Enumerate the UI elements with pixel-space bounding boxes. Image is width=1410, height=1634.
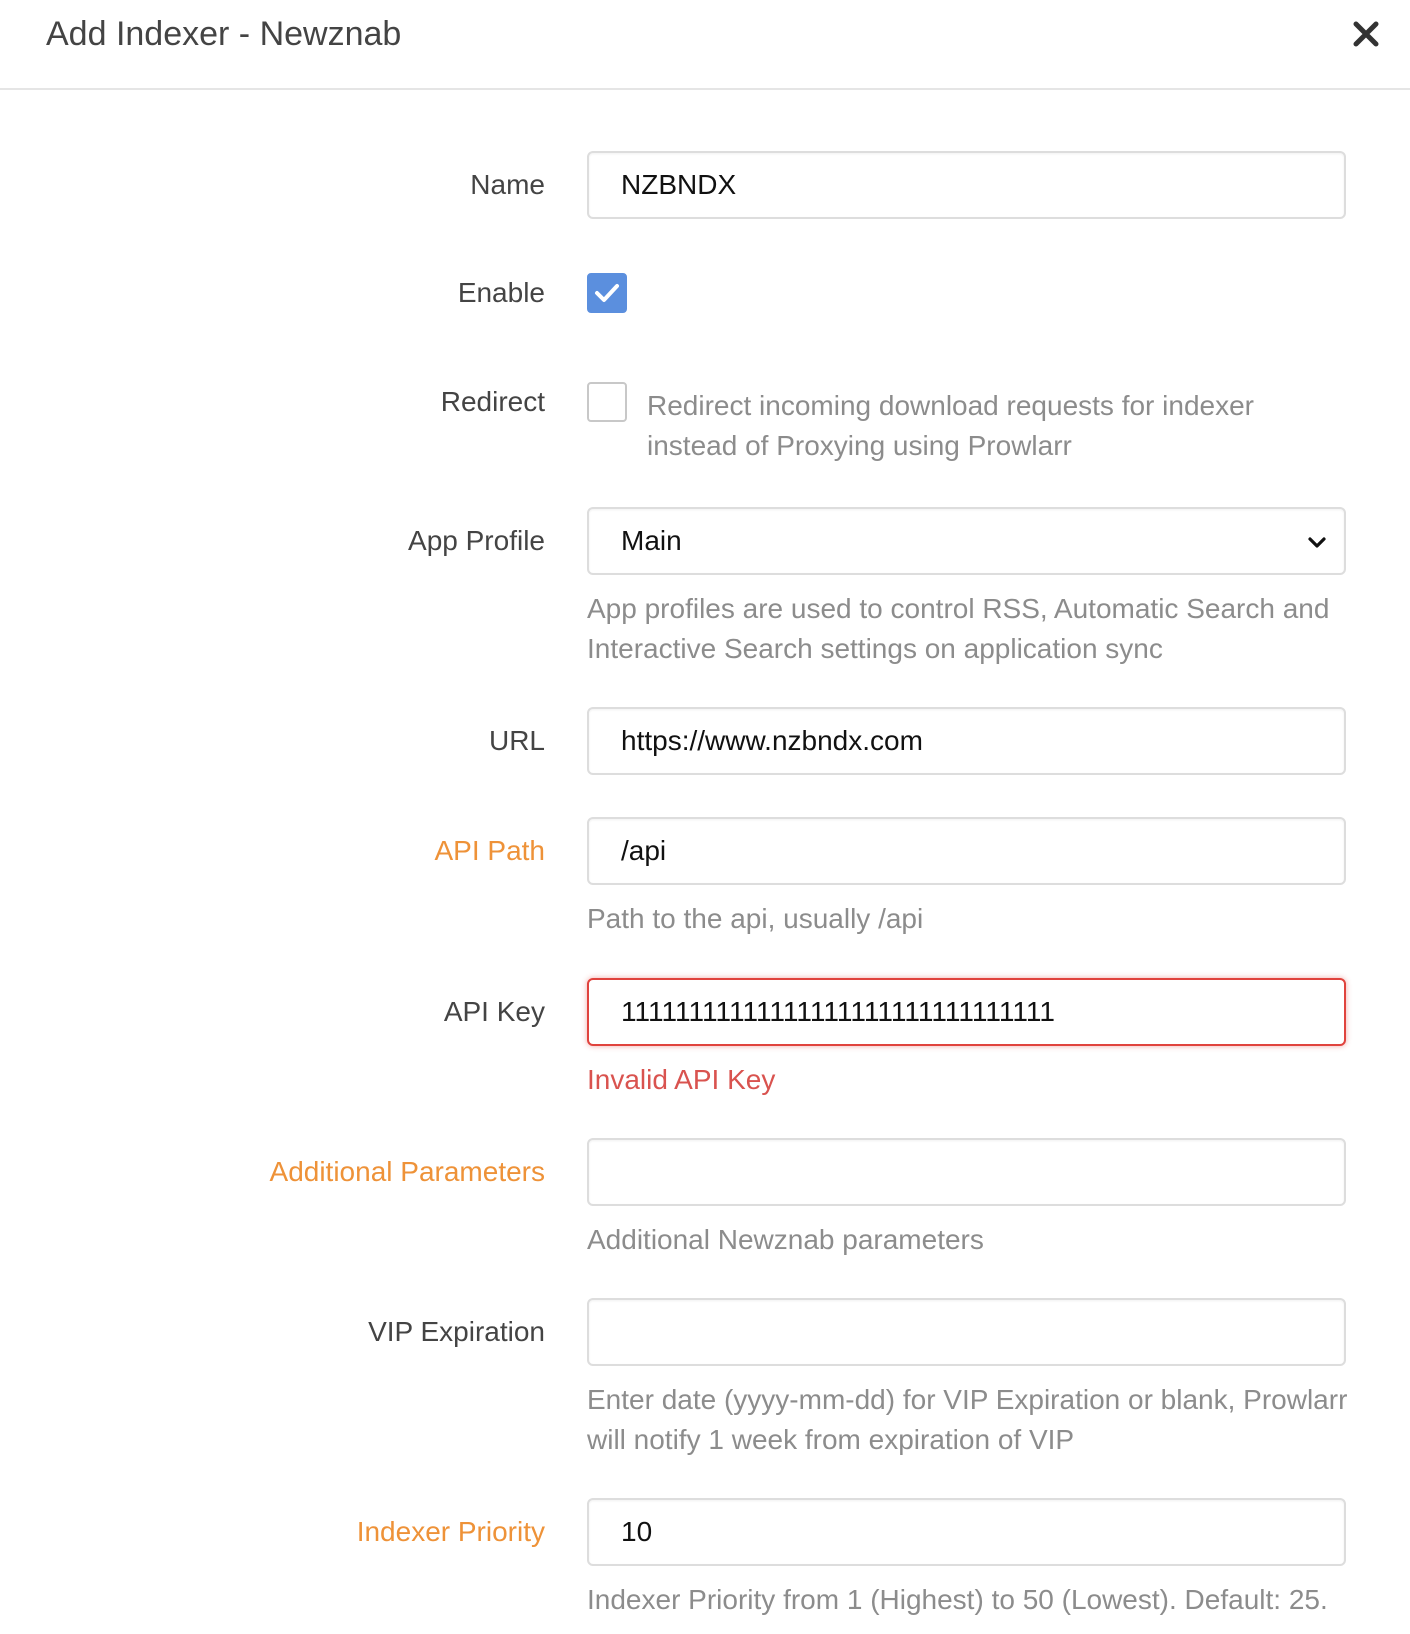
app-profile-label: App Profile	[408, 525, 545, 556]
modal-title: Add Indexer - Newznab	[46, 15, 402, 53]
app-profile-selected-value: Main	[621, 525, 682, 556]
redirect-checkbox[interactable]	[587, 382, 627, 422]
url-input[interactable]	[587, 707, 1346, 775]
close-icon	[1353, 21, 1379, 47]
indexer-priority-help-text: Indexer Priority from 1 (Highest) to 50 (Lowest). Default: 25.	[587, 1584, 1328, 1615]
indexer-priority-input[interactable]	[587, 1498, 1346, 1566]
name-label: Name	[470, 169, 545, 200]
api-path-help-text: Path to the api, usually /api	[587, 903, 924, 934]
vip-expiration-help-text: Enter date (yyyy-mm-dd) for VIP Expiration or blank, Prowlarr will notify 1 week from expiration of VIP	[587, 1384, 1348, 1455]
vip-expiration-input[interactable]	[587, 1298, 1346, 1366]
indexer-priority-label: Indexer Priority	[356, 1516, 545, 1547]
additional-parameters-help-text: Additional Newznab parameters	[587, 1224, 984, 1255]
additional-parameters-label: Additional Parameters	[269, 1156, 545, 1187]
url-label: URL	[488, 725, 545, 756]
additional-parameters-input[interactable]	[587, 1138, 1346, 1206]
app-profile-help-text: App profiles are used to control RSS, Automatic Search and Interactive Search settings on application sync	[587, 593, 1330, 664]
enable-checkbox[interactable]	[587, 273, 627, 313]
enable-label: Enable	[457, 277, 545, 308]
chevron-down-icon	[1306, 531, 1328, 553]
api-path-label: API Path	[434, 835, 545, 866]
name-input[interactable]	[587, 151, 1346, 219]
api-key-error-text: Invalid API Key	[587, 1064, 776, 1095]
app-profile-select[interactable]	[587, 507, 1346, 575]
api-key-input[interactable]	[587, 978, 1346, 1046]
close-button[interactable]	[1346, 14, 1386, 54]
redirect-label: Redirect	[440, 386, 545, 417]
redirect-help-text: Redirect incoming download requests for indexer instead of Proxying using Prowlarr	[647, 390, 1254, 461]
modal-header	[0, 0, 1410, 90]
api-key-label: API Key	[443, 996, 545, 1027]
api-path-input[interactable]	[587, 817, 1346, 885]
vip-expiration-label: VIP Expiration	[368, 1316, 545, 1347]
checkmark-icon	[589, 275, 625, 311]
